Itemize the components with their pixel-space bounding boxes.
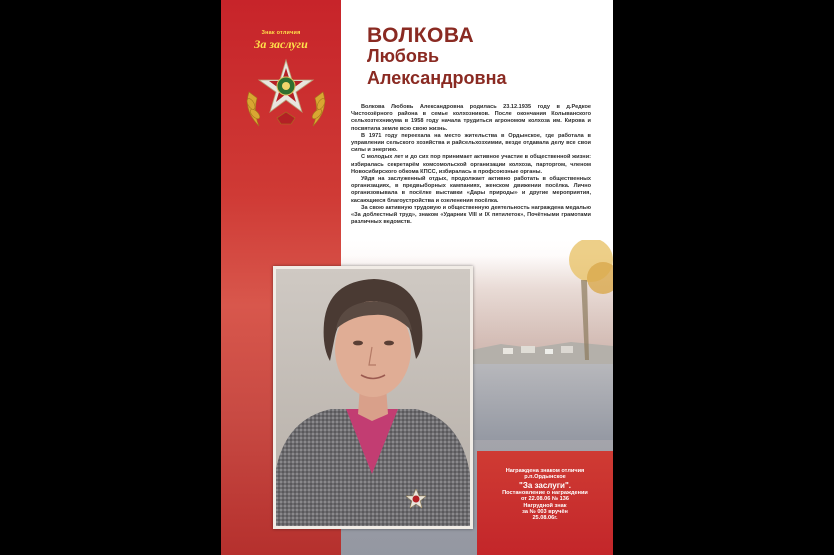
poster bbox=[221, 0, 613, 555]
badge-title: За заслуги bbox=[254, 37, 308, 51]
bio-paragraph: За свою активную трудовую и общественную деятельность награждена медалью «За доблестный труд», знаком «Ударник VIII и IX пятилеток», Почётными грамотами различных ведомств. bbox=[351, 204, 591, 226]
portrait-frame bbox=[273, 266, 473, 529]
bio-paragraph: С молодых лет и до сих пор принимает активное участие в общественной жизни: избиралась секретарём комсомольской организации колхоза, парторгом, членом Новосибирского обкома КПСС, избиралась в профсоюзные органы. bbox=[351, 154, 591, 175]
bio-paragraph: Уйдя на заслуженный отдых, продолжает активно работать в общественных организациях, в предвыборных кампаниях, женском движении посёлка. Лично организовывала в посёлке выставки «Дары природы» и другие мероприятия, касающиеся благоустройства и озеленения посёлка. bbox=[351, 176, 591, 204]
portrait-photo bbox=[276, 269, 470, 526]
landscape-image bbox=[461, 240, 613, 440]
award-line: от 22.08.06 № 136 bbox=[520, 496, 570, 503]
badge-emblem-icon bbox=[239, 52, 333, 134]
award-line: Нагрудной знак bbox=[523, 502, 567, 509]
award-line: за № 003 вручён bbox=[522, 509, 568, 516]
award-title: "За заслуги". bbox=[519, 480, 571, 490]
award-line: Награждена знаком отличия bbox=[505, 468, 585, 474]
award-text bbox=[477, 468, 613, 522]
bio-paragraph: В 1971 году переехала на место жительства в Ордынское, где работала в управлении сельского хозяйства и райсельхозхимии, везде отдавала делу все свои силы и энергию. bbox=[351, 132, 591, 154]
bio-paragraph: Волкова Любовь Александровна родилась 23.12.1935 году в д.Редкое Чистоозёрного района в семье колхозников. После окончания Колыванского сельхозтехникума в 1958 году начала трудиться агрономом колхоза им. Кирова и посвятила земле всю свою жизнь. bbox=[351, 104, 591, 132]
award-line: р.п.Ордынское bbox=[524, 474, 566, 481]
award-line: Постановление о награждении bbox=[502, 489, 588, 496]
first-name: Любовь bbox=[367, 46, 440, 66]
award-info-box bbox=[477, 451, 613, 555]
patronymic: Александровна bbox=[367, 68, 507, 88]
award-line: 25.08.06г. bbox=[532, 515, 558, 522]
biography-text bbox=[351, 104, 591, 226]
badge-caption: Знак отличия bbox=[261, 30, 301, 36]
surname: ВОЛКОВА bbox=[367, 24, 475, 47]
